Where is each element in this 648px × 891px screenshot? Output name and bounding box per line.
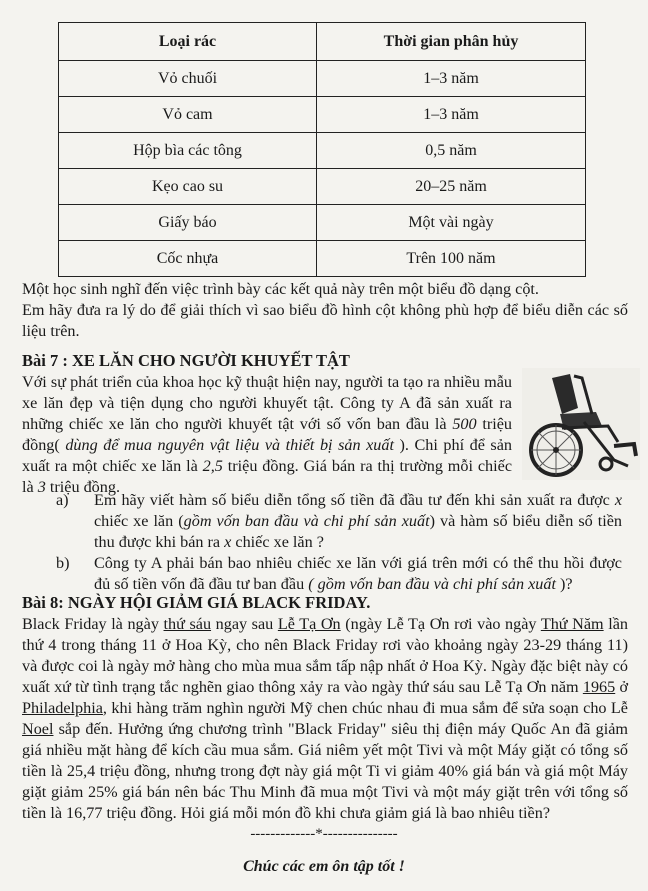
table-row xyxy=(59,97,586,133)
text-run: ) và hàm số biểu diễn số tiền thu được khi bán ra xyxy=(94,512,623,551)
text-run: lần thứ 4 trong tháng 11 ở Hoa Kỳ, cho nên Black Friday rơi vào khoảng ngày 23-29 tháng 11) và được coi là ngày mở hàng cho mùa mua sắm tấp nập nhất ở Hoa Kỳ. Ngày đặc biệt này có xuất xứ từ tình trạng tắc nghẽn giao thông xảy ra vào ngày thứ sáu sau Lễ Tạ Ơn năm xyxy=(22,615,628,696)
table-cell: Giấy báo xyxy=(59,205,317,241)
text-run: Công ty A phải bán bao nhiêu chiếc xe lăn với giá trên mới có thể thu hồi được đủ số tiền vốn đã đầu tư ban đầu xyxy=(94,554,622,593)
text-run: ). Chi phí để sản xuất ra một chiếc xe lăn là xyxy=(22,436,513,475)
text-run: triệu đồng. xyxy=(45,478,121,496)
text-run: chiếc xe lăn ? xyxy=(231,533,324,551)
text-run: thứ sáu xyxy=(163,615,212,633)
text-run: x xyxy=(224,533,232,551)
table-row xyxy=(59,169,586,205)
table-cell: 0,5 năm xyxy=(317,133,586,169)
text-run: 2,5 xyxy=(202,457,223,475)
text-run: Black Friday là ngày xyxy=(22,615,164,633)
text-run: Noel xyxy=(22,720,54,738)
intro-paragraph xyxy=(22,279,628,342)
text-run: )? xyxy=(555,575,573,593)
text-run: ở xyxy=(615,678,628,696)
text-run: (ngày Lễ Tạ Ơn rơi vào ngày xyxy=(340,615,541,633)
bai8-text xyxy=(22,614,628,824)
text-run: triệu đồng. Giá bán ra thị trường mỗi chiếc là xyxy=(22,457,513,496)
bai7-text xyxy=(22,372,512,498)
text-run: Lễ Tạ Ơn xyxy=(277,615,341,633)
question-label: a) xyxy=(56,491,69,509)
intro-line: Một học sinh nghĩ đến việc trình bày các kết quả này trên một biểu đồ dạng cột. xyxy=(22,280,539,298)
table-cell: Vỏ chuối xyxy=(59,61,317,97)
text-run: , khi hàng trăm nghìn người Mỹ chen chúc nhau đi mua sắm để sửa soạn cho Lễ xyxy=(102,699,628,717)
text-run: ngay sau xyxy=(211,615,278,633)
text-run: Với sự phát triển của khoa học kỹ thuật hiện nay, người ta tạo ra nhiều mẫu xe lăn đẹp và tiện dụng cho người khuyết tật. Công ty A đã sản xuất ra những chiếc xe lăn cho người khuyết tật với số vốn ban đầu là xyxy=(22,373,512,433)
decomposition-table xyxy=(58,22,586,277)
bai7-title: Bài 7 : XE LĂN CHO NGƯỜI KHUYẾT TẬT xyxy=(22,351,350,370)
text-run: ( gồm vốn ban đầu và chi phí sản xuất xyxy=(308,575,556,593)
table-header: Thời gian phân hủy xyxy=(317,23,586,61)
table-header: Loại rác xyxy=(59,23,317,61)
text-run: Thứ Năm xyxy=(540,615,604,633)
table-cell: Hộp bìa các tông xyxy=(59,133,317,169)
separator: -------------*--------------- xyxy=(250,826,398,842)
text-run: gồm vốn ban đầu và chi phí sản xuất xyxy=(183,512,430,530)
question-label: b) xyxy=(56,554,70,572)
question-text xyxy=(94,553,622,595)
table-cell: 1–3 năm xyxy=(317,61,586,97)
text-run: triệu đồng( xyxy=(22,415,512,454)
table-cell: Một vài ngày xyxy=(317,205,586,241)
table-row xyxy=(59,205,586,241)
text-run: chiếc xe lăn ( xyxy=(94,512,184,530)
table-header-row xyxy=(59,23,586,61)
text-run: 500 xyxy=(452,415,477,433)
intro-line: Em hãy đưa ra lý do để giải thích vì sao biểu đồ hình cột không phù hợp để biểu diễn các số liệu trên. xyxy=(22,301,628,340)
text-run: 3 xyxy=(37,478,46,496)
table-cell: Kẹo cao su xyxy=(59,169,317,205)
text-run: x xyxy=(614,491,622,509)
bai7-paragraph xyxy=(22,372,512,498)
table-cell: Trên 100 năm xyxy=(317,241,586,277)
text-run: sắp đến. Hưởng ứng chương trình "Black Friday" siêu thị điện máy Quốc An đã giảm giá nhiều mặt hàng để kích cầu mua sắm. Giá niêm yết một Tivi và một Máy giặt có tổng số tiền là 25,4 triệu đồng, nhưng trong đợt này giá một Ti vi giảm 40% giá bán và giá một Máy giặt giảm 25% giá bán nên bác Thu Minh đã mua một Tivi và một máy giặt trên với tổng số tiền là 16,77 triệu đồng. Hỏi giá mỗi món đồ khi chưa giảm giá là bao nhiêu tiền? xyxy=(22,720,628,822)
table-cell: 1–3 năm xyxy=(317,97,586,133)
bai8-title-block xyxy=(22,592,628,613)
bai8-title: Bài 8: NGÀY HỘI GIẢM GIÁ BLACK FRIDAY. xyxy=(22,593,371,612)
text-run: Em hãy viết hàm số biểu diễn tổng số tiền đã đầu tư đến khi sản xuất ra được xyxy=(94,491,615,509)
bai8-paragraph xyxy=(22,614,628,824)
table-cell: Cốc nhựa xyxy=(59,241,317,277)
text-run: 1965 xyxy=(582,678,616,696)
text-run: Philadelphia xyxy=(22,699,103,717)
table-cell: 20–25 năm xyxy=(317,169,586,205)
closing-line: Chúc các em ôn tập tốt ! xyxy=(243,858,405,875)
bai7-title-block xyxy=(22,350,520,371)
question-text xyxy=(94,490,622,553)
table-cell: Vỏ cam xyxy=(59,97,317,133)
table-row xyxy=(59,241,586,277)
wheelchair-image xyxy=(522,368,640,480)
table-row xyxy=(59,61,586,97)
text-run: dùng để mua nguyên vật liệu và thiết bị sản xuất xyxy=(65,436,394,454)
table-row xyxy=(59,133,586,169)
